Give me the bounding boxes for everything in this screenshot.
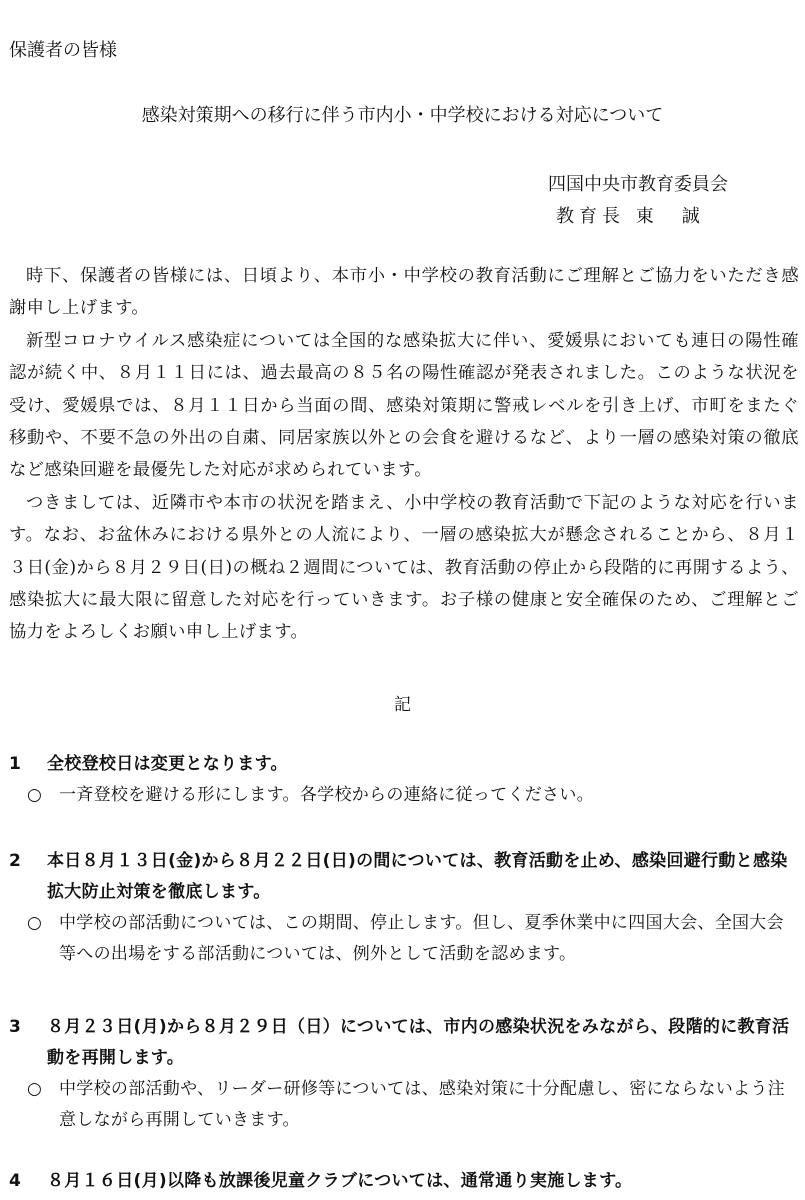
salutation: 保護者の皆様 [9, 40, 117, 61]
document-title: 感染対策期への移行に伴う市内小・中学校における対応について [141, 105, 664, 126]
body-text [9, 260, 799, 649]
issuer-name: 教育長 東 誠 [556, 206, 705, 227]
item-heading-row [9, 846, 799, 908]
item-heading-row [9, 1166, 799, 1197]
item-number: 1 [9, 754, 21, 774]
body-paragraph: つきましては、近隣市や本市の状況を踏まえ、小中学校の教育活動で下記のような対応を行います。なお、お盆休みにおける県外との人流により、一層の感染拡大が懸念されることから、８月１３日(金)から８月２９日(日)の概ね２週間については、教育活動の停止から段階的に再開するよう、感染拡大に最大限に留意した対応を行っていきます。お子様の健康と安全確保のため、ご理解とご協力をよろしくお願い申し上げます。 [9, 492, 799, 643]
item-heading: 全校登校日は変更となります。 [47, 754, 288, 774]
issuer-organization: 四国中央市教育委員会 [548, 174, 728, 195]
circle-bullet-icon: ○ [27, 1079, 42, 1099]
body-paragraph: 新型コロナウイルス感染症については全国的な感染拡大に伴い、愛媛県においても連日の陽性確認が続く中、８月１１日には、過去最高の８５名の陽性確認が発表されました。このような状況を受け、愛媛県では、８月１１日から当面の間、感染対策期に警戒レベルを引き上げ、市町をまたぐ移動や、不要不急の外出の自粛、同居家族以外との会食を避けるなど、より一層の感染対策の徹底など感染回避を最優先した対応が求められています。 [9, 330, 799, 481]
list-item [9, 1166, 799, 1197]
item-note: 中学校の部活動や、リーダー研修等については、感染対策に十分配慮し、密にならないよう注意しながら再開していきます。 [59, 1079, 785, 1130]
item-heading-row [9, 749, 799, 780]
item-heading: ８月２３日(月)から８月２９日（日）については、市内の感染状況をみながら、段階的に教育活動を再開します。 [47, 1017, 790, 1068]
list-item [9, 846, 799, 970]
list-item [9, 749, 799, 811]
ki-label: 記 [394, 695, 411, 715]
circle-bullet-icon: ○ [27, 785, 42, 805]
list-item [9, 1012, 799, 1136]
item-note: 中学校の部活動については、この期間、停止します。但し、夏季休業中に四国大会、全国大会等への出場をする部活動については、例外として活動を認めます。 [59, 913, 784, 964]
item-heading: 本日８月１３日(金)から８月２２日(日)の間については、教育活動を止め、感染回避行動と感染拡大防止対策を徹底します。 [47, 851, 788, 902]
item-number: 2 [9, 851, 21, 871]
circle-bullet-icon: ○ [27, 913, 42, 933]
item-heading-row [9, 1012, 799, 1074]
item-note-row [9, 908, 799, 970]
item-number: 3 [9, 1017, 21, 1037]
item-note-row [9, 780, 799, 811]
item-heading: ８月１６日(月)以降も放課後児童クラブについては、通常通り実施します。 [47, 1171, 633, 1191]
body-paragraph: 時下、保護者の皆様には、日頃より、本市小・中学校の教育活動にご理解とご協力をいただき感謝申し上げます。 [9, 266, 799, 319]
item-number: 4 [9, 1171, 21, 1191]
item-note: 一斉登校を避ける形にします。各学校からの連絡に従ってください。 [59, 785, 594, 805]
item-note-row [9, 1074, 799, 1136]
